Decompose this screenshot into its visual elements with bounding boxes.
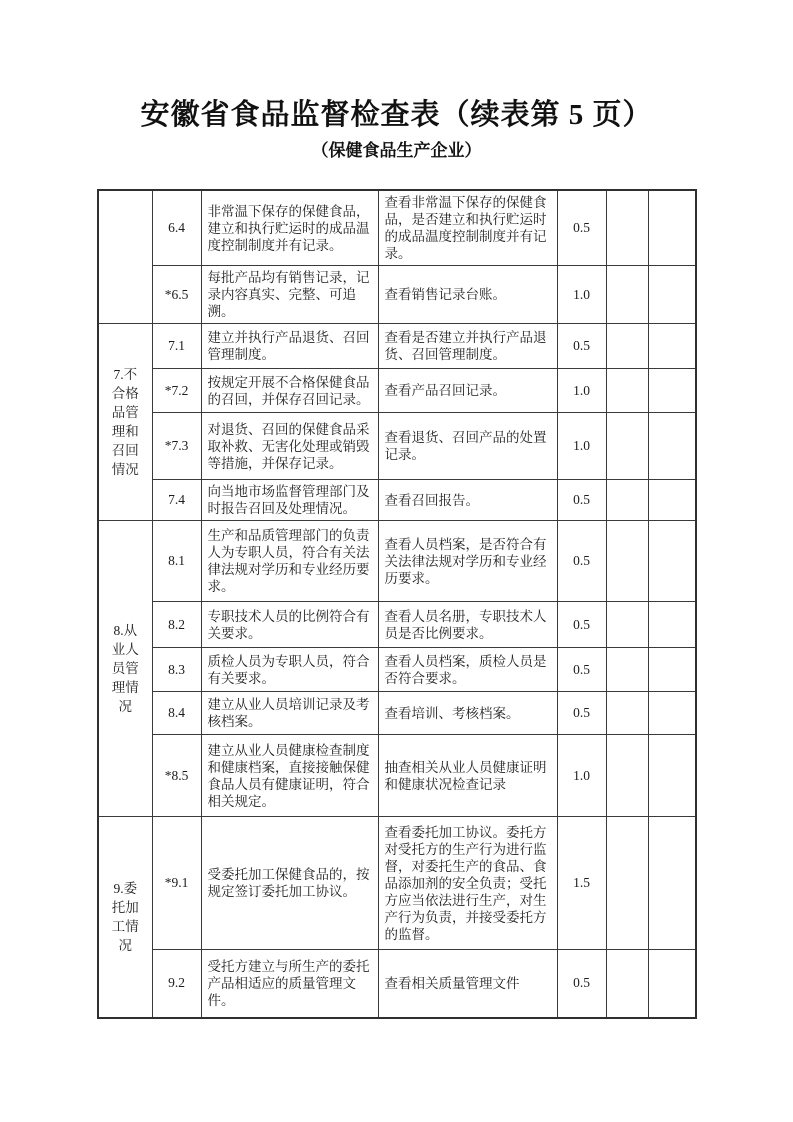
item-number: 9.2 [152,950,201,1018]
result-cell-empty [606,480,648,521]
score-value: 1.5 [557,817,606,950]
requirement-text: 每批产品均有销售记录，记录内容真实、完整、可追溯。 [201,266,378,324]
remark-cell-empty [648,735,696,817]
method-text: 查看销售记录台账。 [378,266,557,324]
table-row [98,369,696,413]
remark-cell-empty [648,950,696,1018]
item-number: 6.4 [152,190,201,266]
method-text: 查看退货、召回产品的处置记录。 [378,413,557,480]
item-number: 7.1 [152,324,201,369]
requirement-text: 受托方建立与所生产的委托产品相适应的质量管理文件。 [201,950,378,1018]
table-row [98,324,696,369]
result-cell-empty [606,324,648,369]
result-cell-empty [606,735,648,817]
score-value: 0.5 [557,480,606,521]
remark-cell-empty [648,817,696,950]
remark-cell-empty [648,190,696,266]
score-value: 1.0 [557,735,606,817]
remark-cell-empty [648,648,696,692]
item-number: 8.3 [152,648,201,692]
method-text: 查看是否建立并执行产品退货、召回管理制度。 [378,324,557,369]
method-text: 查看培训、考核档案。 [378,692,557,735]
method-text: 查看委托加工协议。委托方对受托方的生产行为进行监督，对委托生产的食品、食品添加剂的安全负责；受托方应当依法进行生产，对生产行为负责，并接受委托方的监督。 [378,817,557,950]
requirement-text: 建立从业人员培训记录及考核档案。 [201,692,378,735]
page-subtitle: （保健食品生产企业） [311,141,482,160]
result-cell-empty [606,602,648,648]
method-text: 查看召回报告。 [378,480,557,521]
table-row [98,602,696,648]
requirement-text: 向当地市场监督管理部门及时报告召回及处理情况。 [201,480,378,521]
method-text: 查看人员名册，专职技术人员是否比例要求。 [378,602,557,648]
method-text: 查看人员档案，质检人员是否符合要求。 [378,648,557,692]
remark-cell-empty [648,369,696,413]
remark-cell-empty [648,266,696,324]
item-number: *7.2 [152,369,201,413]
score-value: 0.5 [557,602,606,648]
requirement-text: 专职技术人员的比例符合有关要求。 [201,602,378,648]
method-text: 查看产品召回记录。 [378,369,557,413]
table-row [98,413,696,480]
requirement-text: 对退货、召回的保健食品采取补救、无害化处理或销毁等措施，并保存记录。 [201,413,378,480]
result-cell-empty [606,950,648,1018]
method-text: 抽查相关从业人员健康证明和健康状况检查记录 [378,735,557,817]
score-value: 0.5 [557,950,606,1018]
item-number: 7.4 [152,480,201,521]
remark-cell-empty [648,324,696,369]
result-cell-empty [606,266,648,324]
category-cell: 8.从业人员管理情况 [98,521,152,817]
remark-cell-empty [648,692,696,735]
remark-cell-empty [648,480,696,521]
table-row [98,950,696,1018]
score-value: 1.0 [557,266,606,324]
requirement-text: 建立并执行产品退货、召回管理制度。 [201,324,378,369]
requirement-text: 质检人员为专职人员，符合有关要求。 [201,648,378,692]
item-number: *8.5 [152,735,201,817]
inspection-table [97,189,697,1019]
result-cell-empty [606,190,648,266]
page-title: 安徽省食品监督检查表（续表第 5 页） [140,99,653,131]
category-cell: 9.委托加工情况 [98,817,152,1018]
result-cell-empty [606,369,648,413]
requirement-text: 建立从业人员健康检查制度和健康档案，直接接触保健食品人员有健康证明，符合相关规定。 [201,735,378,817]
table-row [98,480,696,521]
table-row [98,692,696,735]
category-cell: 7.不合格品管理和召回情况 [98,324,152,521]
table-row [98,266,696,324]
result-cell-empty [606,413,648,480]
item-number: 8.4 [152,692,201,735]
score-value: 1.0 [557,369,606,413]
requirement-text: 生产和品质管理部门的负责人为专职人员，符合有关法律法规对学历和专业经历要求。 [201,521,378,602]
result-cell-empty [606,692,648,735]
item-number: *7.3 [152,413,201,480]
score-value: 0.5 [557,648,606,692]
requirement-text: 非常温下保存的保健食品，建立和执行贮运时的成品温度控制制度并有记录。 [201,190,378,266]
remark-cell-empty [648,413,696,480]
score-value: 0.5 [557,692,606,735]
table-row [98,735,696,817]
table-row [98,190,696,266]
method-text: 查看非常温下保存的保健食品，是否建立和执行贮运时的成品温度控制制度并有记录。 [378,190,557,266]
method-text: 查看人员档案，是否符合有关法律法规对学历和专业经历要求。 [378,521,557,602]
remark-cell-empty [648,521,696,602]
score-value: 1.0 [557,413,606,480]
result-cell-empty [606,648,648,692]
result-cell-empty [606,817,648,950]
score-value: 0.5 [557,324,606,369]
method-text: 查看相关质量管理文件 [378,950,557,1018]
item-number: *6.5 [152,266,201,324]
item-number: 8.2 [152,602,201,648]
requirement-text: 按规定开展不合格保健食品的召回，并保存召回记录。 [201,369,378,413]
result-cell-empty [606,521,648,602]
score-value: 0.5 [557,521,606,602]
table-row [98,521,696,602]
remark-cell-empty [648,602,696,648]
item-number: *9.1 [152,817,201,950]
category-cell [98,190,152,324]
table-row [98,817,696,950]
requirement-text: 受委托加工保健食品的，按规定签订委托加工协议。 [201,817,378,950]
score-value: 0.5 [557,190,606,266]
item-number: 8.1 [152,521,201,602]
table-row [98,648,696,692]
